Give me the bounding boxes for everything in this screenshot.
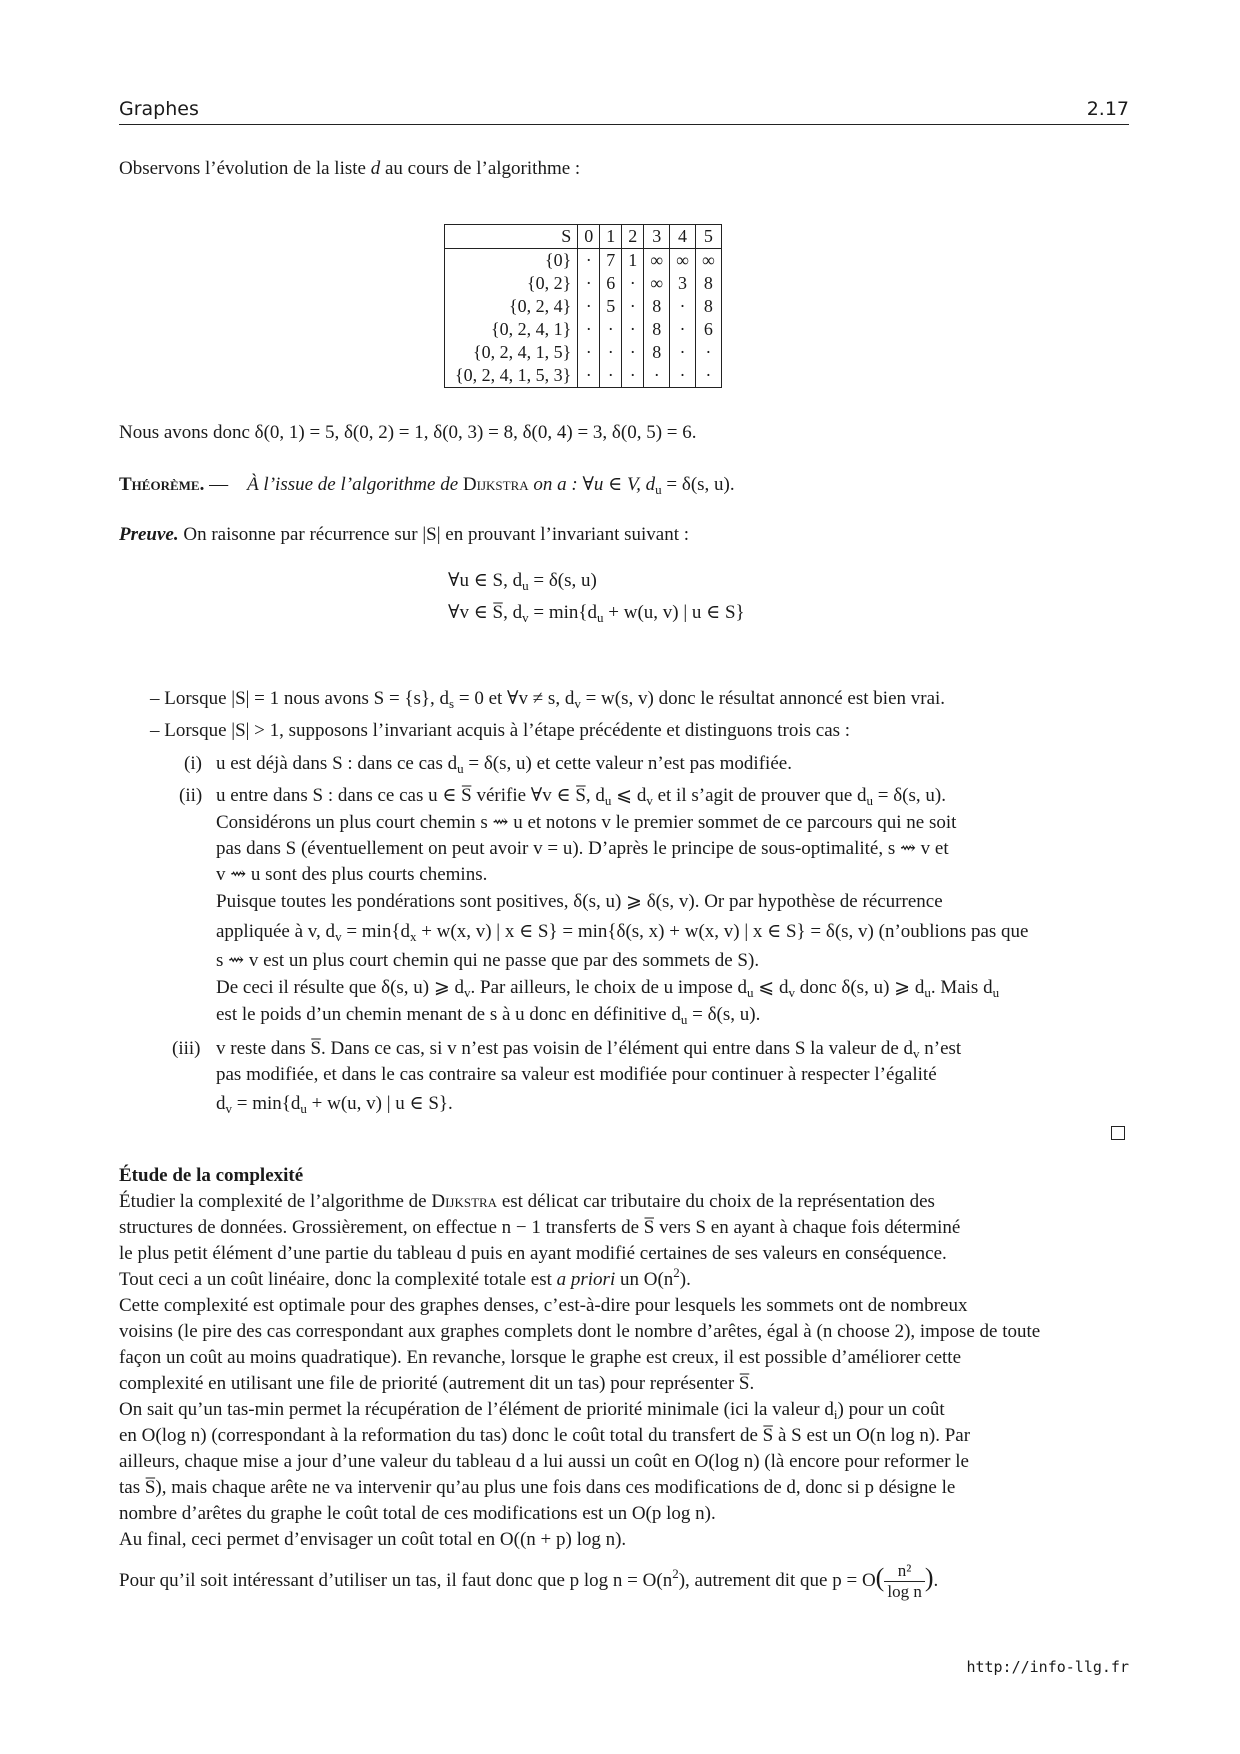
case-iii-label: (iii) (172, 1038, 201, 1059)
table-cell: 8 (644, 341, 670, 364)
table-cell: ∞ (695, 249, 721, 273)
complexity-line-7: façon un coût au moins quadratique). En revanche, lorsque le graphe est creux, il est possible d’améliorer cette (119, 1347, 962, 1368)
table-cell: · (600, 341, 622, 364)
invariant-line-1: ∀u ∈ S, $d_u = \delta(s$, u) (448, 570, 597, 593)
case-iii-line-3: $d_v = \min\{d_u + w(u$, v) | u ∈ S}. (216, 1093, 453, 1116)
table-cell: · (670, 341, 696, 364)
complexity-line-5: Cette complexité est optimale pour des graphes denses, c’est-à-dire pour lesquels les sommets ont de nombreux (119, 1295, 968, 1316)
theorem: Théorème. — À l’issue de l’algorithme de Dijkstra on a : ∀u ∈ V, $d_u = \delta(s$, u). (119, 474, 735, 497)
table-cell: · (622, 272, 644, 295)
result-line: Nous avons donc δ(0, 1) = 5, δ(0, 2) = 1, δ(0, 3) = 8, δ(0, 4) = 3, δ(0, 5) = 6. (119, 422, 697, 443)
table-row (445, 341, 722, 364)
header-page-number: 2.17 (1086, 98, 1129, 120)
complexity-conclusion: Pour qu’il soit intéressant d’utiliser un tas, il faut donc que p $\log n = O(n^2)$, autrement dit que p = O( $\frac{\text{n²}}{\text{log n}}$ ). (119, 1561, 939, 1602)
table-cell: {0} (445, 249, 578, 273)
table-header-cell: S (445, 225, 578, 249)
table-header-cell: 4 (670, 225, 696, 249)
complexity-line-4: Tout ceci a un coût linéaire, donc la complexité totale est a priori un $O(n^2)$. (119, 1265, 691, 1290)
table-cell: · (578, 249, 600, 273)
table-cell: · (578, 364, 600, 388)
bullet-1: – Lorsque |S| = 1 nous avons S = {s}, $d_s = 0$ et ∀v ≠ s, $d_v = w(s$, v) donc le résultat annoncé est bien vrai. (150, 688, 946, 711)
table-cell: · (670, 318, 696, 341)
table-header-cell: 3 (644, 225, 670, 249)
table-cell: 1 (622, 249, 644, 273)
table-cell: 7 (600, 249, 622, 273)
fraction: $\frac{\text{n²}}{\text{log n}}$ (884, 1561, 924, 1602)
table-cell: · (622, 318, 644, 341)
table-cell: ∞ (644, 249, 670, 273)
case-ii-line-6: appliquée à v, $d_v = \min\{d_x + w(x$, v) | x ∈ S} = min{δ(s, x) + w(x, v) | x ∈ S} = δ(s, v) (n’oublions pas que (216, 921, 1029, 944)
invariant-line-2: ∀v ∈ S̅, $d_v = \min\{d_u + w(u$, v) | u ∈ S} (448, 602, 745, 625)
case-ii-line-1: u entre dans S : dans ce cas u ∈ S̅ vérifie ∀v ∈ S̅, $d_u$ ⩽ $d_v$ et il s’agit de prouver que $d_u = \delta(s$, u). (216, 785, 946, 808)
table-cell: · (600, 318, 622, 341)
table-cell: · (622, 364, 644, 388)
intro-paragraph: Observons l’évolution de la liste d au cours de l’algorithme : (119, 158, 581, 179)
qed-square-icon (1111, 1126, 1125, 1140)
case-i-label: (i) (184, 753, 202, 774)
complexity-line-14: Au final, ceci permet d’envisager un coût total en O((n + p) log n). (119, 1529, 627, 1550)
table-cell: 8 (695, 272, 721, 295)
complexity-line-6: voisins (le pire des cas correspondant aux graphes complets dont le nombre d’arêtes, égal à (n choose 2), impose de toute (119, 1321, 1041, 1342)
table-cell: · (644, 364, 670, 388)
table-cell: ∞ (670, 249, 696, 273)
table-cell: {0, 2, 4, 1, 5} (445, 341, 578, 364)
footer-url: http://info-llg.fr (966, 1658, 1129, 1676)
table-cell: · (578, 295, 600, 318)
table-header-row (445, 225, 722, 249)
case-ii-line-8: De ceci il résulte que δ(s, u) ⩾ $d_v$. Par ailleurs, le choix de u impose $d_u$ ⩽ $d_v$ donc δ(s, u) ⩾ $d_u$. Mais $d_u$ (216, 977, 1000, 1000)
table-cell: 8 (644, 295, 670, 318)
table-cell: · (578, 341, 600, 364)
case-iii-line-1: v reste dans S̅. Dans ce cas, si v n’est pas voisin de l’élément qui entre dans S la valeur de $d_v$ n’est (216, 1038, 962, 1061)
case-iii-line-2: pas modifiée, et dans le cas contraire sa valeur est modifiée pour continuer à respecter l’égalité (216, 1064, 937, 1085)
table-header-cell: 5 (695, 225, 721, 249)
complexity-line-12: tas S̅), mais chaque arête ne va intervenir qu’au plus une fois dans ces modifications de d, donc si p désigne le (119, 1477, 956, 1498)
table-cell: · (670, 295, 696, 318)
table-row (445, 318, 722, 341)
table-cell: {0, 2} (445, 272, 578, 295)
running-header (119, 98, 1129, 125)
section-title: Étude de la complexité (119, 1165, 304, 1186)
case-ii-line-3: pas dans S (éventuellement on peut avoir v = u). D’après le principe de sous-optimalité, s ⇝ v et (216, 838, 949, 859)
table-row (445, 295, 722, 318)
table-cell: 8 (695, 295, 721, 318)
table-row (445, 249, 722, 273)
case-ii-label: (ii) (179, 785, 203, 806)
table-cell: · (622, 295, 644, 318)
complexity-line-8: complexité en utilisant une file de priorité (autrement dit un tas) pour représenter S̅. (119, 1373, 755, 1394)
distance-table (444, 224, 722, 388)
case-ii-line-5: Puisque toutes les pondérations sont positives, δ(s, u) ⩾ δ(s, v). Or par hypothèse de récurrence (216, 891, 943, 912)
theorem-label: Théorème. (119, 474, 205, 495)
table-cell: {0, 2, 4, 1, 5, 3} (445, 364, 578, 388)
table-cell: 5 (600, 295, 622, 318)
table-cell: ∞ (644, 272, 670, 295)
bullet-2: – Lorsque |S| > 1, supposons l’invariant acquis à l’étape précédente et distinguons trois cas : (150, 720, 851, 741)
table-row (445, 272, 722, 295)
case-ii-line-7: s ⇝ v est un plus court chemin qui ne passe que par des sommets de S). (216, 950, 760, 971)
table-cell: · (578, 272, 600, 295)
complexity-line-2: structures de données. Grossièrement, on effectue n − 1 transferts de S̅ vers S en ayant à chaque fois déterminé (119, 1217, 961, 1238)
table-row (445, 364, 722, 388)
table-cell: · (695, 341, 721, 364)
table-cell: 3 (670, 272, 696, 295)
table-header-cell: 0 (578, 225, 600, 249)
complexity-line-3: le plus petit élément d’une partie du tableau d puis en ayant modifié certaines de ses valeurs en conséquence. (119, 1243, 947, 1264)
table-cell: {0, 2, 4} (445, 295, 578, 318)
proof-intro: Preuve. On raisonne par récurrence sur |S| en prouvant l’invariant suivant : (119, 524, 690, 545)
table-cell: · (670, 364, 696, 388)
complexity-line-10: en O(log n) (correspondant à la reformation du tas) donc le coût total du transfert de S̅ à S est un O(n log n). Par (119, 1425, 971, 1446)
complexity-line-9: On sait qu’un tas-min permet la récupération de l’élément de priorité minimale (ici la valeur $d_i$) pour un coût (119, 1399, 945, 1422)
table-cell: · (695, 364, 721, 388)
table-cell: · (600, 364, 622, 388)
table-cell: · (622, 341, 644, 364)
table-cell: 6 (600, 272, 622, 295)
proof-label: Preuve. (119, 524, 179, 545)
table-header-cell: 2 (622, 225, 644, 249)
case-i-text: u est déjà dans S : dans ce cas $d_u = \delta(s$, u) et cette valeur n’est pas modifiée. (216, 753, 792, 776)
table-cell: {0, 2, 4, 1} (445, 318, 578, 341)
table-cell: · (578, 318, 600, 341)
table-cell: 8 (644, 318, 670, 341)
table-cell: 6 (695, 318, 721, 341)
case-ii-line-4: v ⇝ u sont des plus courts chemins. (216, 864, 488, 885)
case-ii-line-2: Considérons un plus court chemin s ⇝ u et notons v le premier sommet de ce parcours qui ne soit (216, 812, 957, 833)
case-ii-line-9: est le poids d’un chemin menant de s à u donc en définitive $d_u = \delta(s$, u). (216, 1004, 761, 1027)
header-title: Graphes (119, 98, 199, 120)
table-header-cell: 1 (600, 225, 622, 249)
complexity-line-13: nombre d’arêtes du graphe le coût total de ces modifications est un O(p log n). (119, 1503, 716, 1524)
complexity-line-11: ailleurs, chaque mise a jour d’une valeur du tableau d a lui aussi un coût en O(log n) (là encore pour reformer le (119, 1451, 969, 1472)
complexity-line-1: Étudier la complexité de l’algorithme de Dijkstra est délicat car tributaire du choix de la représentation des (119, 1191, 935, 1212)
